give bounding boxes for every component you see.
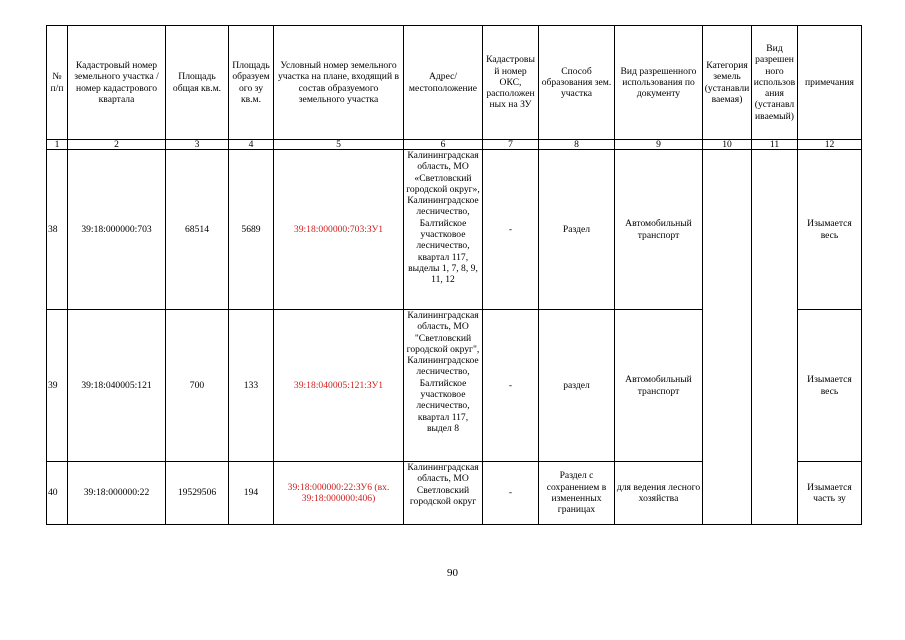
column-number: 3	[166, 140, 229, 150]
header-cell: Условный номер земельного участка на плане, входящий в состав образуемого земельного участка	[274, 26, 404, 140]
column-number-row	[47, 140, 862, 150]
conditional-number: 39:18:000000:22:ЗУ6 (вх. 39:18:000000:406)	[274, 462, 404, 525]
column-number: 6	[404, 140, 483, 150]
note: Изымается весь	[798, 150, 862, 310]
column-number: 10	[703, 140, 752, 150]
permitted-use: для ведения лесного хозяйства	[615, 462, 703, 525]
column-number: 4	[229, 140, 274, 150]
cadastral-number: 39:18:000000:703	[68, 150, 166, 310]
column-number: 1	[47, 140, 68, 150]
oks-number: -	[483, 462, 539, 525]
table-row	[47, 150, 862, 310]
column-number: 7	[483, 140, 539, 150]
land-category-cell	[703, 150, 752, 525]
area-new: 194	[229, 462, 274, 525]
header-cell: примечания	[798, 26, 862, 140]
note: Изымается весь	[798, 310, 862, 462]
row-number: 39	[47, 310, 68, 462]
column-number: 8	[539, 140, 615, 150]
header-cell: Кадастровый номер земельного участка /номер кадастрового квартала	[68, 26, 166, 140]
header-cell: Кадастровый номер ОКС, расположенных на ЗУ	[483, 26, 539, 140]
cadastral-number: 39:18:000000:22	[68, 462, 166, 525]
header-cell: Площадь образуемого зу кв.м.	[229, 26, 274, 140]
header-cell: Категория земель (устанавливаемая)	[703, 26, 752, 140]
column-number: 5	[274, 140, 404, 150]
address: Калининградская область, МО "Светловский городской округ", Калининградское лесничество, Балтийское участковое лесничество, квартал 117, выдел 8	[404, 310, 483, 462]
column-number: 9	[615, 140, 703, 150]
formation-method: раздел	[539, 310, 615, 462]
area-new: 133	[229, 310, 274, 462]
header-cell: Вид разрешенного использования по документу	[615, 26, 703, 140]
conditional-number: 39:18:000000:703:ЗУ1	[274, 150, 404, 310]
note: Изымается часть зу	[798, 462, 862, 525]
area-total: 68514	[166, 150, 229, 310]
permitted-use: Автомобильный транспорт	[615, 310, 703, 462]
header-cell: Способ образования зем. участка	[539, 26, 615, 140]
permitted-use-new-cell	[752, 150, 798, 525]
header-cell: № п/п	[47, 26, 68, 140]
conditional-number: 39:18:040005:121:ЗУ1	[274, 310, 404, 462]
cadastral-number: 39:18:040005:121	[68, 310, 166, 462]
column-number: 12	[798, 140, 862, 150]
area-total: 19529506	[166, 462, 229, 525]
table-header-row	[47, 26, 862, 140]
address: Калининградская область, МО «Светловский городской округ», Калининградское лесничество, Балтийское участковое лесничество, квартал 117, выделы 1, 7, 8, 9, 11, 12	[404, 150, 483, 310]
permitted-use: Автомобильный транспорт	[615, 150, 703, 310]
header-cell: Вид разрешенного использования (устанавливаемый)	[752, 26, 798, 140]
oks-number: -	[483, 310, 539, 462]
area-new: 5689	[229, 150, 274, 310]
column-number: 11	[752, 140, 798, 150]
row-number: 40	[47, 462, 68, 525]
page-number: 90	[447, 567, 458, 579]
header-cell: Площадь общая кв.м.	[166, 26, 229, 140]
area-total: 700	[166, 310, 229, 462]
formation-method: Раздел с сохранением в измененных границах	[539, 462, 615, 525]
header-cell: Адрес/ местоположение	[404, 26, 483, 140]
land-plots-table	[46, 25, 862, 525]
formation-method: Раздел	[539, 150, 615, 310]
oks-number: -	[483, 150, 539, 310]
column-number: 2	[68, 140, 166, 150]
address: Калининградская область, МО Светловский городской округ	[404, 462, 483, 525]
row-number: 38	[47, 150, 68, 310]
